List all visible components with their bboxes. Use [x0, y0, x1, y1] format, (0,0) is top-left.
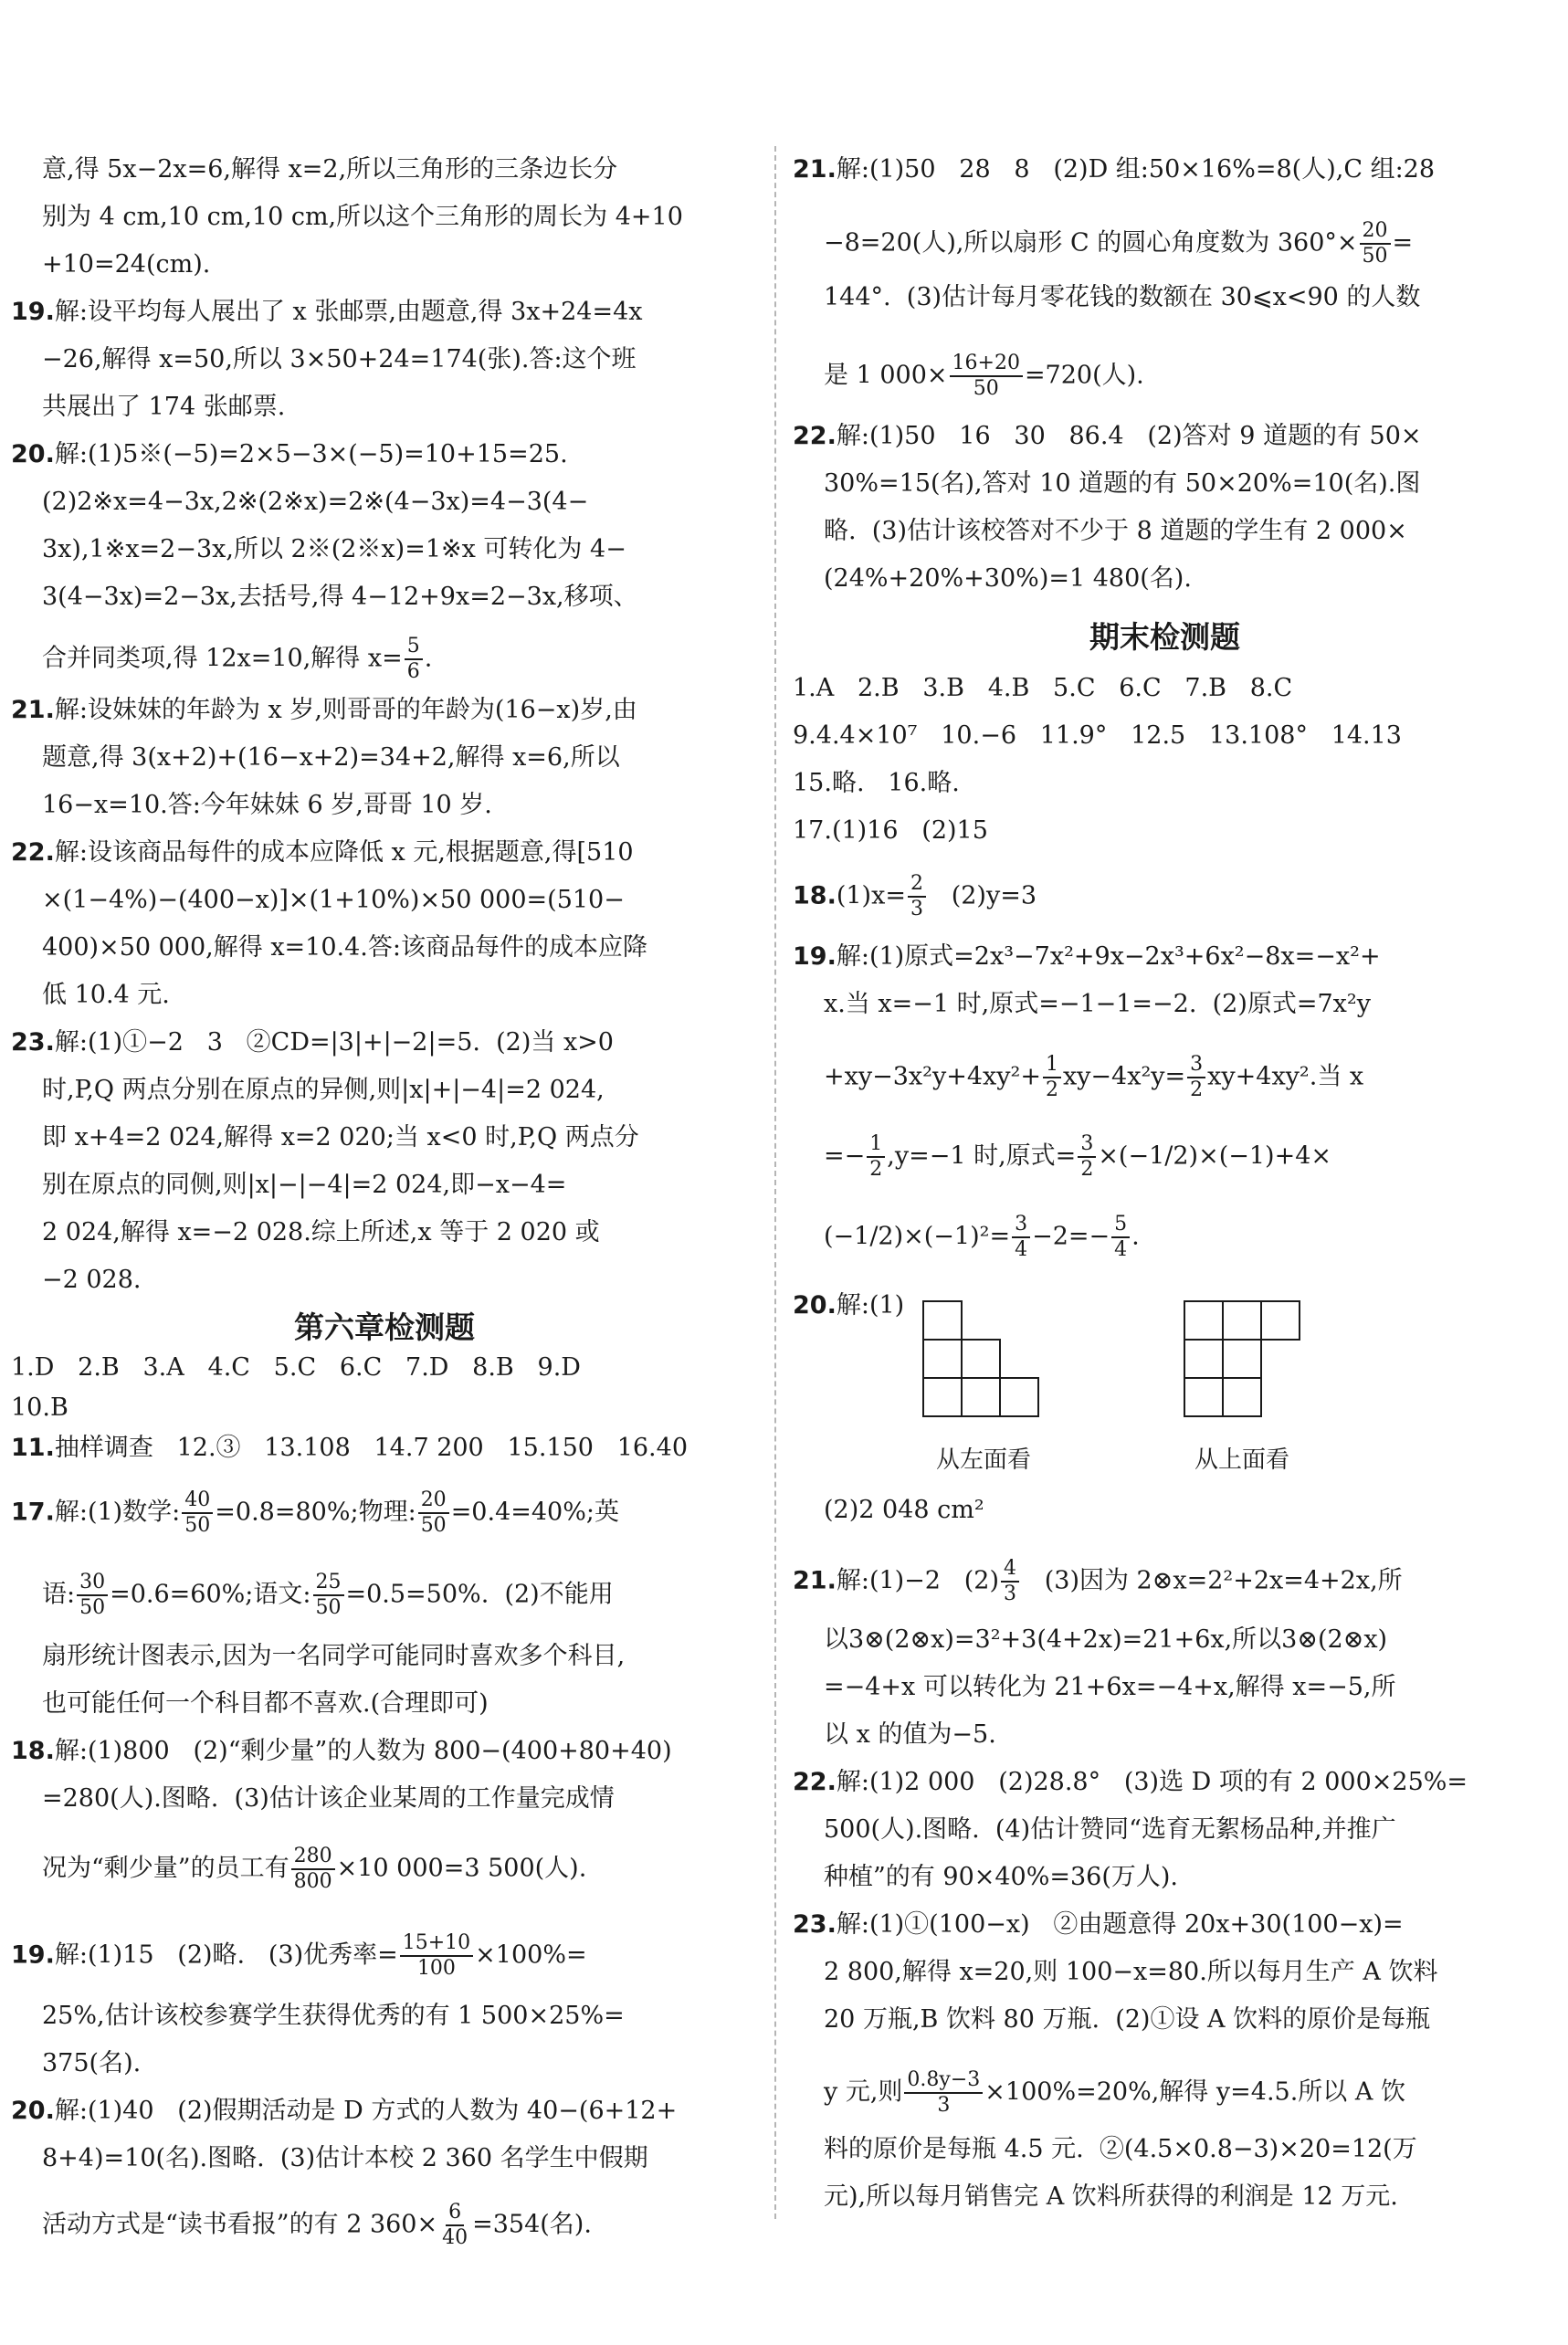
- text-line: [42, 1688, 758, 1720]
- text-line: [42, 1074, 758, 1107]
- question-number: 22.: [793, 422, 837, 450]
- numerator: 0.8y−3: [904, 2068, 983, 2094]
- text-line: [42, 979, 758, 1012]
- fraction: [1043, 1053, 1061, 1102]
- text-line: [824, 1494, 1537, 1527]
- text-line: [11, 296, 758, 329]
- text-line: [42, 2000, 758, 2033]
- text-line: [42, 533, 758, 566]
- line-text: (−1/2)×(−1)²=: [824, 1222, 1011, 1251]
- text-line: [42, 741, 758, 774]
- line-text: 解:(1)50 28 8 (2)D 组:50×16%=8(人),C 组:28: [836, 155, 1436, 184]
- numerator: 3: [1012, 1213, 1030, 1238]
- text-line: [42, 635, 758, 684]
- text-line: [42, 2201, 758, 2250]
- column-divider: [774, 146, 776, 2219]
- top-view-caption: 从上面看: [1194, 1446, 1290, 1474]
- line-text: =−4+x 可以转化为 21+6x=−4+x,解得 x=−5,所: [824, 1673, 1396, 1701]
- line-text: 解:(1)①(100−x) ②由题意得 20x+30(100−x)=: [836, 1910, 1404, 1939]
- question-number: 19.: [11, 298, 55, 326]
- numerator: 280: [291, 1845, 335, 1870]
- text-line: [11, 1735, 758, 1768]
- numerator: 5: [405, 635, 423, 660]
- numerator: 4: [1001, 1557, 1019, 1583]
- line-text: 解:(1)800 (2)“剩少量”的人数为 800−(400+80+40): [54, 1737, 672, 1765]
- text-line: [793, 1289, 1537, 1322]
- text-line: [42, 581, 758, 614]
- fraction: [1012, 1213, 1030, 1262]
- line-text: 解:(1)①−2 3 ②CD=|3|+|−2|=5. (2)当 x>0: [54, 1028, 614, 1057]
- fraction: [400, 1931, 473, 1981]
- fraction: [904, 2068, 983, 2118]
- numerator: 2: [908, 872, 926, 898]
- numerator: 25: [313, 1571, 344, 1596]
- text-line: [42, 1169, 758, 1202]
- question-number: 22.: [793, 1768, 837, 1796]
- text-line: [824, 1956, 1537, 1989]
- text-line: [793, 420, 1537, 453]
- line-text: (2)2※x=4−3x,2※(2※x)=2※(4−3x)=4−3(4−: [42, 488, 589, 516]
- line-text: 3x),1※x=2−3x,所以 2※(2※x)=1※x 可转化为 4−: [42, 535, 626, 563]
- text-line: [824, 281, 1537, 314]
- line-text: 别在原点的同侧,则|x|−|−4|=2 024,即−x−4=: [42, 1171, 567, 1199]
- question-number: 23.: [11, 1028, 55, 1057]
- line-text: 375(名).: [42, 2049, 142, 2077]
- line-text: 解:设妹妹的年龄为 x 岁,则哥哥的年龄为(16−x)岁,由: [54, 696, 637, 724]
- text-line: [42, 391, 758, 424]
- question-number: 23.: [793, 1910, 837, 1939]
- numerator: 3: [1078, 1132, 1096, 1158]
- numerator: 15+10: [400, 1931, 473, 1957]
- line-text: y 元,则: [824, 2077, 903, 2107]
- text-line: [793, 153, 1537, 186]
- line-text: 解:(1)5※(−5)=2×5−3×(−5)=10+15=25.: [54, 440, 568, 468]
- line-text: 解:(1)2 000 (2)28.8° (3)选 D 项的有 2 000×25%=: [836, 1768, 1468, 1796]
- line-text: (3)因为 2⊗x=2²+2x=4+2x,所: [1020, 1566, 1403, 1595]
- line-text: .: [424, 644, 433, 673]
- text-line: [42, 1264, 758, 1297]
- line-text: 抽样调查 12.③ 13.108 14.7 200 15.150 16.40: [54, 1434, 688, 1462]
- line-text: +10=24(cm).: [42, 250, 211, 279]
- text-line: [793, 1766, 1537, 1799]
- denominator: 4: [1015, 1238, 1028, 1261]
- line-text: 解:(1)数学:: [54, 1498, 181, 1527]
- line-text: 元),所以每月销售完 A 饮料所获得的利润是 12 万元.: [824, 2182, 1398, 2211]
- text-line: [42, 1571, 758, 1620]
- fraction: [1360, 219, 1391, 268]
- line-text: −26,解得 x=50,所以 3×50+24=174(张).答:这个班: [42, 345, 637, 373]
- line-text: 也可能任何一个科目都不喜欢.(合理即可): [42, 1689, 489, 1718]
- line-text: x.当 x=−1 时,原式=−1−1=−2. (2)原式=7x²y: [824, 990, 1371, 1018]
- line-text: 是 1 000×: [824, 361, 948, 390]
- question-number: 19.: [793, 942, 837, 971]
- line-text: 以 x 的值为−5.: [824, 1720, 996, 1749]
- line-text: 解:(1)15 (2)略. (3)优秀率=: [54, 1940, 398, 1970]
- text-line: [42, 343, 758, 376]
- question-number: 20.: [793, 1291, 837, 1320]
- line-text: 料的原价是每瓶 4.5 元. ②(4.5×0.8−3)×20=12(万: [824, 2135, 1417, 2163]
- text-line: [42, 1845, 758, 1894]
- line-text: 500(人).图略. (4)估计赞同“选育无絮杨品种,并推广: [824, 1815, 1396, 1844]
- line-text: 活动方式是“读书看报”的有 2 360×: [42, 2210, 438, 2239]
- line-text: 2 024,解得 x=−2 028.综上所述,x 等于 2 020 或: [42, 1218, 600, 1246]
- line-text: ×(1−4%)−(400−x)]×(1+10%)×50 000=(510−: [42, 886, 625, 914]
- question-number: 22.: [11, 838, 55, 867]
- text-line: [11, 694, 758, 727]
- text-line: [42, 248, 758, 281]
- section-heading: 期末检测题: [1089, 619, 1240, 655]
- line-text: 解:(1): [836, 1291, 905, 1320]
- denominator: 100: [416, 1957, 456, 1980]
- text-line: [824, 1861, 1537, 1894]
- text-line: [793, 1557, 1537, 1606]
- text-line: [824, 1053, 1537, 1102]
- line-text: 况为“剩少量”的员工有: [42, 1854, 289, 1883]
- section-heading: 第六章检测题: [294, 1309, 475, 1345]
- text-line: [824, 1719, 1537, 1751]
- line-text: =0.8=80%;物理:: [215, 1498, 416, 1527]
- denominator: 3: [910, 898, 923, 920]
- line-text: 意,得 5x−2x=6,解得 x=2,所以三角形的三条边长分: [42, 155, 618, 184]
- text-line: [824, 2133, 1537, 2166]
- line-text: (1)x=: [836, 881, 906, 910]
- text-line: [11, 836, 758, 869]
- line-text: 1.A 2.B 3.B 4.B 5.C 6.C 7.B 8.C: [793, 674, 1293, 702]
- text-line: [42, 153, 758, 186]
- line-text: xy−4x²y=: [1062, 1062, 1186, 1091]
- denominator: 50: [420, 1514, 447, 1537]
- line-text: 语:: [42, 1580, 76, 1609]
- text-line: [793, 672, 1537, 705]
- question-number: 20.: [11, 440, 55, 468]
- denominator: 6: [406, 660, 420, 683]
- denominator: 50: [1362, 245, 1388, 268]
- line-text: (2)2 048 cm²: [824, 1496, 984, 1524]
- text-line: [824, 2068, 1537, 2118]
- line-text: 共展出了 174 张邮票.: [42, 393, 286, 421]
- text-line: [824, 1814, 1537, 1846]
- line-text: 2 800,解得 x=20,则 100−x=80.所以每月生产 A 饮料: [824, 1958, 1438, 1986]
- question-number: 19.: [11, 1940, 55, 1970]
- question-number: 21.: [793, 155, 837, 184]
- denominator: 50: [184, 1514, 211, 1537]
- answer-key-line: 10.B: [11, 1393, 68, 1422]
- line-text: 解:设平均每人展出了 x 张邮票,由题意,得 3x+24=4x: [54, 298, 643, 326]
- text-line: [793, 872, 1537, 921]
- line-text: 9.4.4×10⁷ 10.−6 11.9° 12.5 13.108° 14.13: [793, 721, 1402, 750]
- line-text: 15.略. 16.略.: [793, 769, 960, 797]
- denominator: 2: [869, 1158, 883, 1181]
- text-line: [11, 1026, 758, 1059]
- text-line: [11, 438, 758, 471]
- denominator: 50: [973, 377, 999, 400]
- line-text: 即 x+4=2 024,解得 x=2 020;当 x<0 时,P,Q 两点分: [42, 1123, 639, 1151]
- text-line: [824, 1624, 1537, 1656]
- denominator: 2: [1190, 1078, 1204, 1101]
- line-text: ,y=−1 时,原式=: [887, 1141, 1077, 1171]
- line-text: 合并同类项,得 12x=10,解得 x=: [42, 644, 403, 673]
- line-text: 400)×50 000,解得 x=10.4.答:该商品每件的成本应降: [42, 933, 647, 962]
- fraction: [908, 872, 926, 921]
- line-text: xy+4xy².当 x: [1207, 1062, 1364, 1091]
- line-text: 扇形统计图表示,因为一名同学可能同时喜欢多个科目,: [42, 1642, 626, 1670]
- text-line: [824, 1671, 1537, 1704]
- line-text: 种植”的有 90×40%=36(万人).: [824, 1863, 1179, 1891]
- text-line: [824, 2003, 1537, 2036]
- numerator: 3: [1187, 1053, 1205, 1078]
- text-line: [11, 1432, 758, 1465]
- fraction: [950, 352, 1023, 401]
- fraction: [77, 1571, 108, 1620]
- line-text: =0.5=50%. (2)不能用: [345, 1580, 614, 1609]
- fraction: [418, 1488, 449, 1538]
- line-text: 解:(1)40 (2)假期活动是 D 方式的人数为 40−(6+12+: [54, 2097, 678, 2125]
- line-text: =720(人).: [1024, 361, 1144, 390]
- text-line: [42, 1216, 758, 1249]
- fraction: [439, 2201, 470, 2250]
- text-line: [42, 789, 758, 822]
- numerator: 1: [1043, 1053, 1061, 1078]
- fraction: [1001, 1557, 1019, 1606]
- fraction: [1111, 1213, 1130, 1262]
- line-text: −2=−: [1032, 1222, 1110, 1251]
- line-text: −2 028.: [42, 1266, 142, 1294]
- fraction: [1078, 1132, 1096, 1182]
- line-text: ×100%=20%,解得 y=4.5.所以 A 饮: [984, 2077, 1405, 2107]
- text-line: [42, 1121, 758, 1154]
- text-line: [11, 1488, 758, 1538]
- line-text: 8+4)=10(名).图略. (3)估计本校 2 360 名学生中假期: [42, 2144, 648, 2172]
- line-text: 解:设该商品每件的成本应降低 x 元,根据题意,得[510: [54, 838, 634, 867]
- text-line: [824, 515, 1537, 548]
- line-text: +xy−3x²y+4xy²+: [824, 1062, 1041, 1091]
- line-text: 别为 4 cm,10 cm,10 cm,所以这个三角形的周长为 4+10: [42, 203, 683, 231]
- text-line: [824, 2181, 1537, 2214]
- fraction: [867, 1132, 885, 1182]
- line-text: 3(4−3x)=2−3x,去括号,得 4−12+9x=2−3x,移项、: [42, 583, 638, 611]
- answer-key-line: 1.D 2.B 3.A 4.C 5.C 6.C 7.D 8.B 9.D: [11, 1353, 581, 1382]
- denominator: 3: [937, 2094, 951, 2117]
- numerator: 5: [1111, 1213, 1130, 1238]
- text-line: [42, 1640, 758, 1673]
- question-number: 11.: [11, 1434, 55, 1462]
- line-text: =0.4=40%;英: [450, 1498, 619, 1527]
- line-text: −8=20(人),所以扇形 C 的圆心角度数为 360°×: [824, 228, 1358, 258]
- line-text: 144°. (3)估计每月零花钱的数额在 30⩽x<90 的人数: [824, 283, 1421, 311]
- denominator: 2: [1045, 1078, 1058, 1101]
- text-line: [11, 1931, 758, 1981]
- denominator: 40: [442, 2226, 468, 2249]
- line-text: =: [1392, 228, 1414, 258]
- fraction: [182, 1488, 213, 1538]
- numerator: 16+20: [950, 352, 1023, 377]
- denominator: 4: [1114, 1238, 1128, 1261]
- line-text: ×10 000=3 500(人).: [336, 1854, 587, 1883]
- line-text: 略. (3)估计该校答对不少于 8 道题的学生有 2 000×: [824, 517, 1407, 545]
- denominator: 50: [79, 1596, 106, 1619]
- line-text: .: [1131, 1222, 1140, 1251]
- line-text: ×100%=: [475, 1940, 587, 1970]
- question-number: 21.: [793, 1566, 837, 1595]
- text-line: [824, 468, 1537, 500]
- question-number: 18.: [11, 1737, 55, 1765]
- line-text: (2)y=3: [927, 881, 1037, 910]
- question-number: 21.: [11, 696, 55, 724]
- line-text: 16−x=10.答:今年妹妹 6 岁,哥哥 10 岁.: [42, 791, 492, 819]
- numerator: 40: [182, 1488, 213, 1514]
- line-text: 时,P,Q 两点分别在原点的异侧,则|x|+|−4|=2 024,: [42, 1076, 605, 1104]
- line-text: 以3⊗(2⊗x)=3²+3(4+2x)=21+6x,所以3⊗(2⊗x): [824, 1625, 1388, 1654]
- fraction: [405, 635, 423, 684]
- line-text: =354(名).: [472, 2210, 592, 2239]
- numerator: 20: [1360, 219, 1391, 245]
- text-line: [793, 767, 1537, 800]
- line-text: 25%,估计该校参赛学生获得优秀的有 1 500×25%=: [42, 2002, 625, 2030]
- denominator: 3: [1003, 1583, 1016, 1605]
- line-text: 题意,得 3(x+2)+(16−x+2)=34+2,解得 x=6,所以: [42, 743, 620, 772]
- question-number: 17.: [11, 1498, 55, 1527]
- denominator: 800: [293, 1870, 332, 1893]
- text-line: [11, 2095, 758, 2128]
- text-line: [793, 941, 1537, 973]
- line-text: 解:(1)−2 (2): [836, 1566, 999, 1595]
- numerator: 6: [446, 2201, 464, 2226]
- denominator: 2: [1080, 1158, 1094, 1181]
- line-text: 30%=15(名),答对 10 道题的有 50×20%=10(名).图: [824, 469, 1421, 498]
- text-line: [42, 201, 758, 234]
- numerator: 1: [867, 1132, 885, 1158]
- question-number: 18.: [793, 881, 837, 910]
- text-line: [793, 720, 1537, 752]
- question-number: 20.: [11, 2097, 55, 2125]
- line-text: 17.(1)16 (2)15: [793, 816, 988, 845]
- text-line: [824, 219, 1537, 268]
- text-line: [42, 931, 758, 964]
- denominator: 50: [315, 1596, 342, 1619]
- text-line: [42, 2047, 758, 2080]
- line-text: =0.6=60%;语文:: [110, 1580, 311, 1609]
- text-line: [824, 1213, 1537, 1262]
- line-text: ×(−1/2)×(−1)+4×: [1098, 1141, 1331, 1171]
- fraction: [291, 1845, 335, 1894]
- text-line: [42, 2142, 758, 2175]
- text-line: [42, 884, 758, 917]
- line-text: =−: [824, 1141, 866, 1171]
- text-line: [793, 1909, 1537, 1941]
- numerator: 30: [77, 1571, 108, 1596]
- line-text: =280(人).图略. (3)估计该企业某周的工作量完成情: [42, 1784, 615, 1813]
- text-line: [793, 815, 1537, 847]
- fraction: [313, 1571, 344, 1620]
- text-line: [824, 988, 1537, 1021]
- line-text: 解:(1)50 16 30 86.4 (2)答对 9 道题的有 50×: [836, 422, 1422, 450]
- line-text: (24%+20%+30%)=1 480(名).: [824, 564, 1192, 593]
- line-text: 低 10.4 元.: [42, 981, 170, 1009]
- left-view-caption: 从左面看: [936, 1446, 1032, 1474]
- text-line: [824, 1132, 1537, 1182]
- fraction: [1187, 1053, 1205, 1102]
- text-line: [824, 563, 1537, 595]
- text-line: [42, 1782, 758, 1815]
- line-text: 解:(1)原式=2x³−7x²+9x−2x³+6x²−8x=−x²+: [836, 942, 1381, 971]
- numerator: 20: [418, 1488, 449, 1514]
- text-line: [42, 486, 758, 519]
- line-text: 20 万瓶,B 饮料 80 万瓶. (2)①设 A 饮料的原价是每瓶: [824, 2005, 1431, 2034]
- text-line: [824, 352, 1537, 401]
